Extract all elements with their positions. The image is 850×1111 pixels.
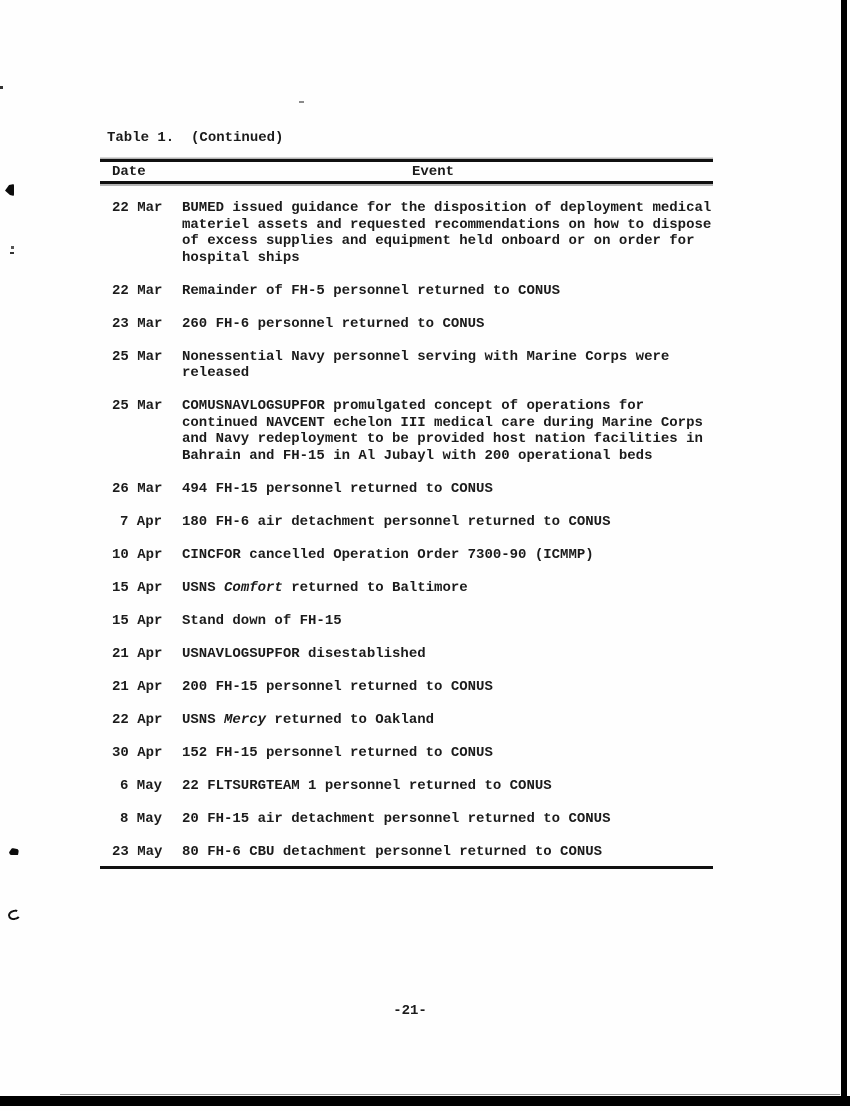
page-number: -21- <box>393 1003 427 1019</box>
row-date: 25 Mar <box>112 348 163 365</box>
table-row <box>100 613 720 630</box>
scan-speck <box>5 184 14 196</box>
row-date: 23 Mar <box>112 315 163 332</box>
column-header-event: Event <box>412 164 455 180</box>
scan-speck <box>11 246 14 249</box>
row-date: 8 May <box>119 810 162 827</box>
table-row <box>100 778 720 795</box>
table-row <box>100 349 720 382</box>
row-date: 25 Mar <box>112 398 163 414</box>
table-row <box>100 514 720 531</box>
row-event: 180 FH-6 air detachment personnel returned to CONUS <box>182 513 611 530</box>
table-row <box>100 712 720 729</box>
table-row <box>100 646 720 663</box>
row-event: USNS Comfort returned to Baltimore <box>182 579 468 596</box>
row-event: 200 FH-15 personnel returned to CONUS <box>182 678 493 695</box>
table-title: Table 1. (Continued) <box>107 130 284 146</box>
scan-speck <box>10 252 14 254</box>
row-event: 260 FH-6 personnel returned to CONUS <box>182 315 485 332</box>
scan-speck <box>0 86 3 89</box>
table-row <box>100 844 720 861</box>
row-date: 10 Apr <box>112 546 163 563</box>
row-date: 15 Apr <box>112 612 163 629</box>
table-row <box>100 745 720 762</box>
row-event: 152 FH-15 personnel returned to CONUS <box>182 744 493 761</box>
row-date: 22 Mar <box>112 200 163 216</box>
scan-edge-bar-bottom <box>0 1096 850 1106</box>
table-row <box>100 200 720 266</box>
scan-edge-fuzz-bottom <box>60 1094 840 1095</box>
scan-speck <box>299 101 304 103</box>
row-date: 26 Mar <box>112 480 163 497</box>
column-header-date: Date <box>112 164 146 180</box>
table-row <box>100 679 720 696</box>
table-row <box>100 580 720 597</box>
row-date: 30 Apr <box>112 744 163 761</box>
row-date: 22 Apr <box>112 711 163 728</box>
table-top-rule <box>100 159 713 162</box>
table-row <box>100 547 720 564</box>
table-rows <box>100 200 720 877</box>
row-date: 15 Apr <box>112 579 163 596</box>
row-date: 23 May <box>112 843 163 860</box>
row-event: Remainder of FH-5 personnel returned to CONUS <box>182 282 561 299</box>
table-row <box>100 811 720 828</box>
row-event: COMUSNAVLOGSUPFOR promulgated concept of operations for continued NAVCENT echelon III medical care during Marine Corps and Navy redeployment to be provided host nation facilities in Bahrain and FH-15 in Al Jubayl with 200 operational beds <box>182 398 703 464</box>
scan-edge-bar-right <box>841 0 847 1106</box>
row-event: 494 FH-15 personnel returned to CONUS <box>182 480 493 497</box>
scan-speck <box>9 848 19 855</box>
table-row <box>100 283 720 300</box>
row-date: 21 Apr <box>112 678 163 695</box>
row-event: USNAVLOGSUPFOR disestablished <box>182 645 426 662</box>
row-date: 7 Apr <box>119 513 162 530</box>
row-event: Stand down of FH-15 <box>182 612 342 629</box>
row-event: Nonessential Navy personnel serving with Marine Corps were released <box>182 348 670 381</box>
row-date: 21 Apr <box>112 645 163 662</box>
table-row <box>100 398 720 464</box>
row-date: 6 May <box>119 777 162 794</box>
row-date: 22 Mar <box>112 282 163 299</box>
row-event: 20 FH-15 air detachment personnel returned to CONUS <box>182 810 611 827</box>
table-row <box>100 316 720 333</box>
row-event: 22 FLTSURGTEAM 1 personnel returned to CONUS <box>182 777 552 794</box>
row-event: BUMED issued guidance for the disposition of deployment medical materiel assets and requested recommendations on how to dispose of excess supplies and equipment held onboard or on order for hospital ships <box>182 200 712 266</box>
row-event: USNS Mercy returned to Oakland <box>182 711 435 728</box>
table-row <box>100 481 720 498</box>
scan-speck <box>7 909 21 922</box>
row-event: CINCFOR cancelled Operation Order 7300-90 (ICMMP) <box>182 546 594 563</box>
row-event: 80 FH-6 CBU detachment personnel returned to CONUS <box>182 843 603 860</box>
table-bottom-rule <box>100 866 713 869</box>
table-header-rule <box>100 181 713 184</box>
